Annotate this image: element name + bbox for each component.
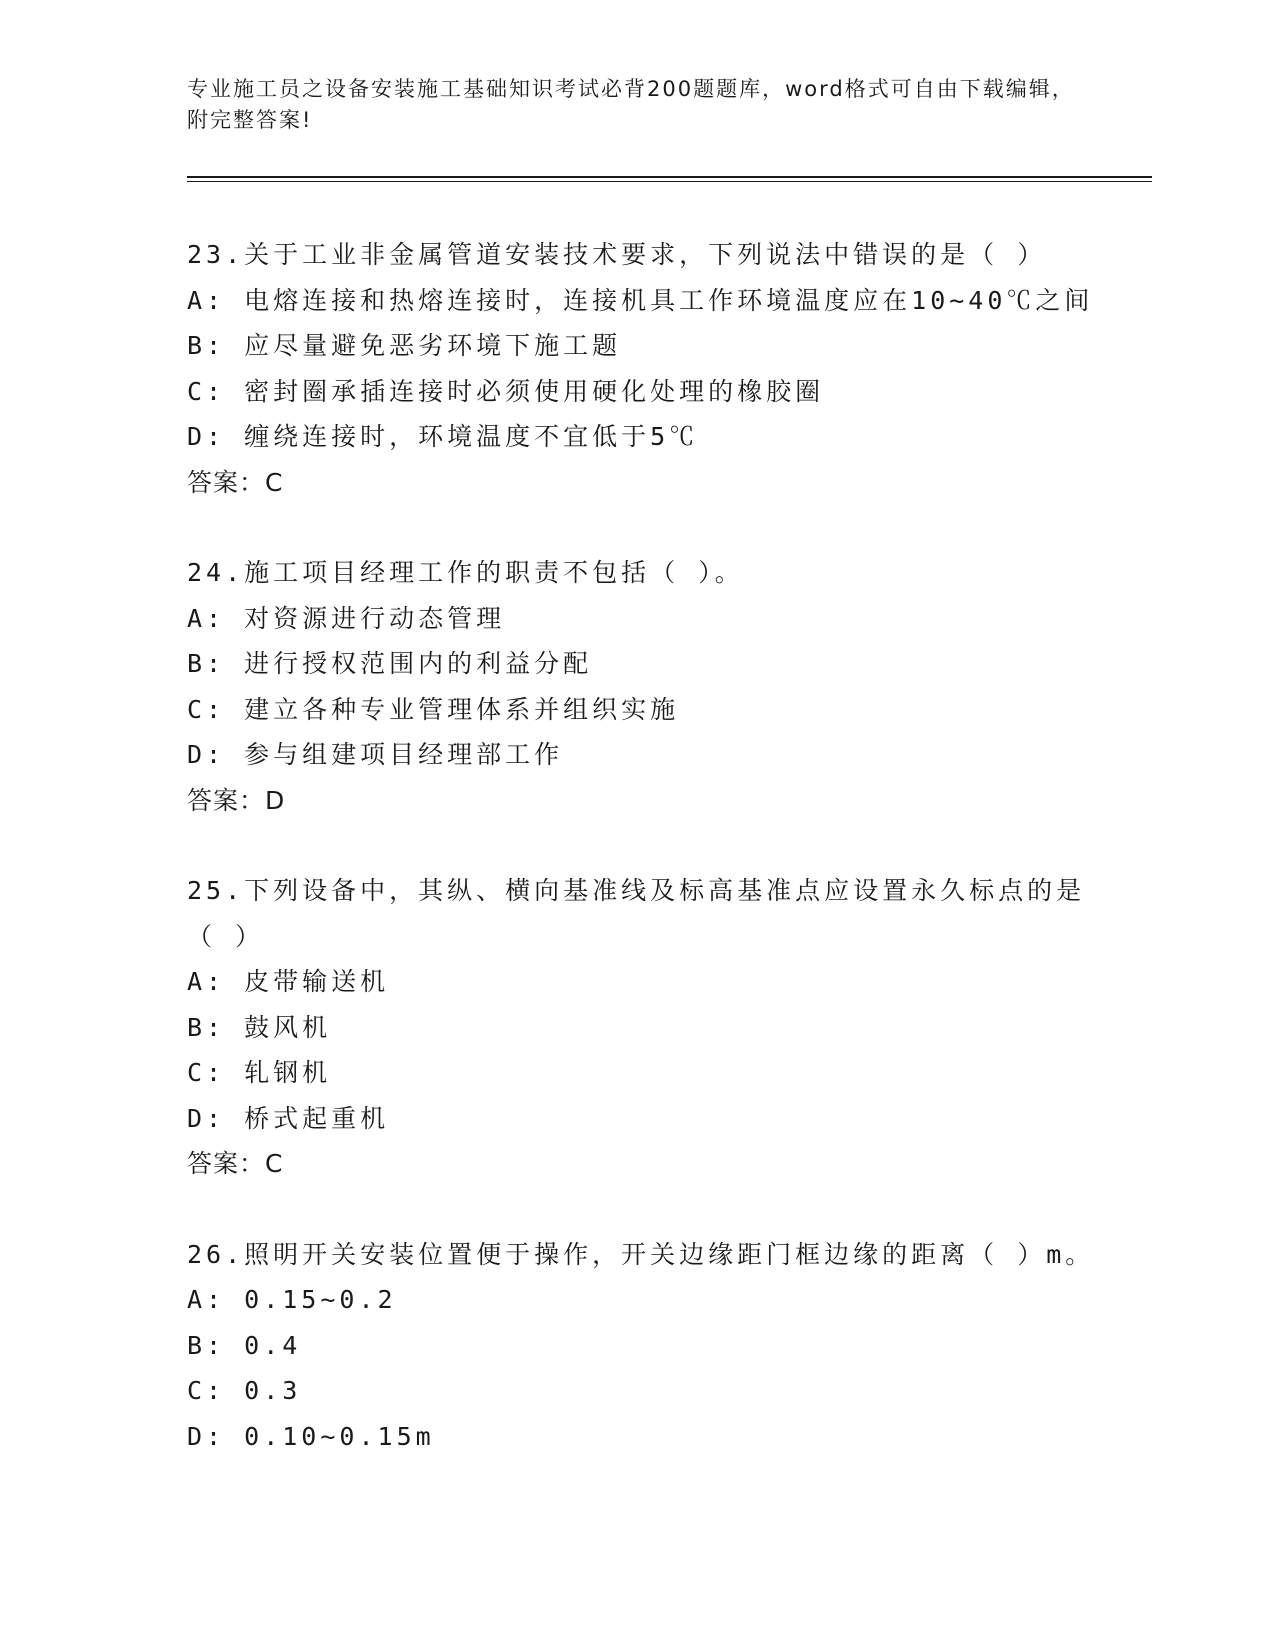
answer-key: 答案：C xyxy=(187,467,284,497)
option-a: A: 0.15~0.2 xyxy=(187,1285,397,1314)
question-stem: 23.关于工业非金属管道安装技术要求，下列说法中错误的是（ ） xyxy=(187,240,1047,269)
option-d: D: 0.10~0.15m xyxy=(187,1421,435,1451)
question-23 xyxy=(187,232,1094,505)
answer-key: 答案：C xyxy=(187,1149,284,1178)
document-title: 专业施工员之设备安装施工基础知识考试必背200题题库，word格式可自由下载编辑，附完整答案! xyxy=(187,77,1075,132)
document-header xyxy=(187,74,1087,136)
question-24 xyxy=(187,550,1087,823)
option-a: A: 皮带输送机 xyxy=(187,967,390,996)
option-d: D: 桥式起重机 xyxy=(187,1103,390,1133)
option-b: B: 0.4 xyxy=(187,1330,302,1360)
option-c: C: 轧钢机 xyxy=(187,1058,332,1087)
option-c: C: 0.3 xyxy=(187,1376,302,1405)
option-d: D: 缠绕连接时，环境温度不宜低于5℃ xyxy=(187,422,699,451)
option-d: D: 参与组建项目经理部工作 xyxy=(187,740,564,769)
option-b: B: 进行授权范围内的利益分配 xyxy=(187,649,593,678)
option-c: C: 密封圈承插连接时必须使用硬化处理的橡胶圈 xyxy=(187,376,825,406)
option-c: C: 建立各种专业管理体系并组织实施 xyxy=(187,694,680,724)
header-divider-thick xyxy=(187,176,1152,178)
question-stem: 25.下列设备中，其纵、横向基准线及标高基准点应设置永久标点的是（ ） xyxy=(187,876,1086,951)
answer-key: 答案：D xyxy=(187,785,286,815)
option-b: B: 应尽量避免恶劣环境下施工题 xyxy=(187,331,622,360)
option-a: A: 电熔连接和热熔连接时，连接机具工作环境温度应在10~40℃之间 xyxy=(187,285,1094,315)
question-25 xyxy=(187,868,1087,1187)
question-list xyxy=(187,232,1095,1504)
question-26 xyxy=(187,1232,1095,1460)
option-b: B: 鼓风机 xyxy=(187,1012,332,1042)
option-a: A: 对资源进行动态管理 xyxy=(187,603,506,633)
question-stem: 24.施工项目经理工作的职责不包括（ ）。 xyxy=(187,558,744,587)
question-stem: 26.照明开关安装位置便于操作，开关边缘距门框边缘的距离（ ）m。 xyxy=(187,1239,1095,1269)
header-divider-thin xyxy=(187,181,1152,182)
